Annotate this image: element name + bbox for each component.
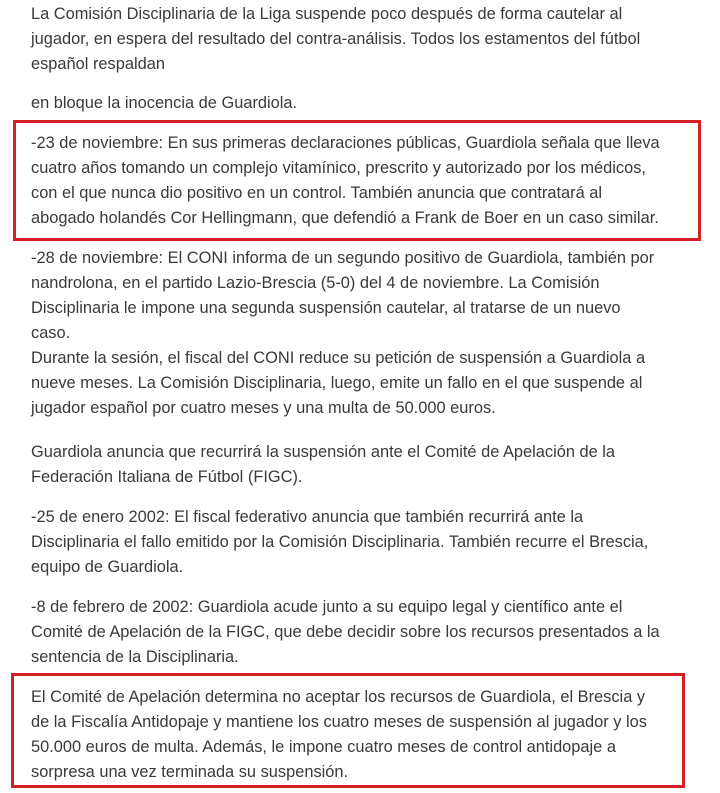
text-line: Federación Italiana de Fútbol (FIGC). [31,468,303,486]
text-line: equipo de Guardiola. [31,558,184,576]
text-line: jugador español por cuatro meses y una multa de 50.000 euros. [31,399,496,417]
paragraph-25-enero [31,505,648,580]
text-line: -23 de noviembre: En sus primeras declaraciones públicas, Guardiola señala que lleva [31,134,660,152]
text-line: Disciplinaria le impone una segunda suspensión cautelar, al tratarse de un nuevo [31,299,621,317]
text-line: El Comité de Apelación determina no aceptar los recursos de Guardiola, el Brescia y [31,688,646,706]
text-line: de la Fiscalía Antidopaje y mantiene los cuatro meses de suspensión al jugador y los [31,713,647,731]
text-line: nueve meses. La Comisión Disciplinaria, luego, emite un fallo en el que suspende al [31,374,643,392]
text-line: sentencia de la Disciplinaria. [31,648,239,666]
text-line: caso. [31,324,71,342]
text-line: con el que nunca dio positivo en un control. También anuncia que contratará al [31,184,603,202]
paragraph-28-noviembre [31,246,654,421]
text-line: español respaldan [31,55,165,73]
paragraph-recurso-figc [31,440,615,490]
text-line: -28 de noviembre: El CONI informa de un segundo positivo de Guardiola, también por [31,249,655,267]
text-line: -8 de febrero de 2002: Guardiola acude junto a su equipo legal y científico ante el [31,598,623,616]
paragraph-8-febrero [31,595,660,670]
text-line: en bloque la inocencia de Guardiola. [31,94,298,112]
text-line: Guardiola anuncia que recurrirá la suspensión ante el Comité de Apelación de la [31,443,616,461]
text-line: sorpresa una vez terminada su suspensión. [31,763,349,781]
text-line: cuatro años tomando un complejo vitamínico, prescrito y autorizado por los médicos, [31,159,646,177]
text-line: Disciplinaria el fallo emitido por la Comisión Disciplinaria. También recurre el Brescia, [31,533,649,551]
text-line: Durante la sesión, el fiscal del CONI reduce su petición de suspensión a Guardiola a [31,349,646,367]
text-line: La Comisión Disciplinaria de la Liga suspende poco después de forma cautelar al [31,5,623,23]
text-line: jugador, en espera del resultado del contra-análisis. Todos los estamentos del fútbol [31,30,641,48]
text-line: abogado holandés Cor Hellingmann, que defendió a Frank de Boer en un caso similar. [31,209,659,227]
text-line: nandrolona, en el partido Lazio-Brescia (5-0) del 4 de noviembre. La Comisión [31,274,600,292]
highlight-box-comite-apelacion [11,673,685,788]
paragraph-respaldo [31,91,297,116]
text-line: Comité de Apelación de la FIGC, que debe decidir sobre los recursos presentados a la [31,623,660,641]
text-line: -25 de enero 2002: El fiscal federativo anuncia que también recurrirá ante la [31,508,584,526]
paragraph-suspension-cautelar [31,2,640,77]
text-line: 50.000 euros de multa. Además, le impone cuatro meses de control antidopaje a [31,738,616,756]
highlight-box-23-noviembre [13,120,701,241]
